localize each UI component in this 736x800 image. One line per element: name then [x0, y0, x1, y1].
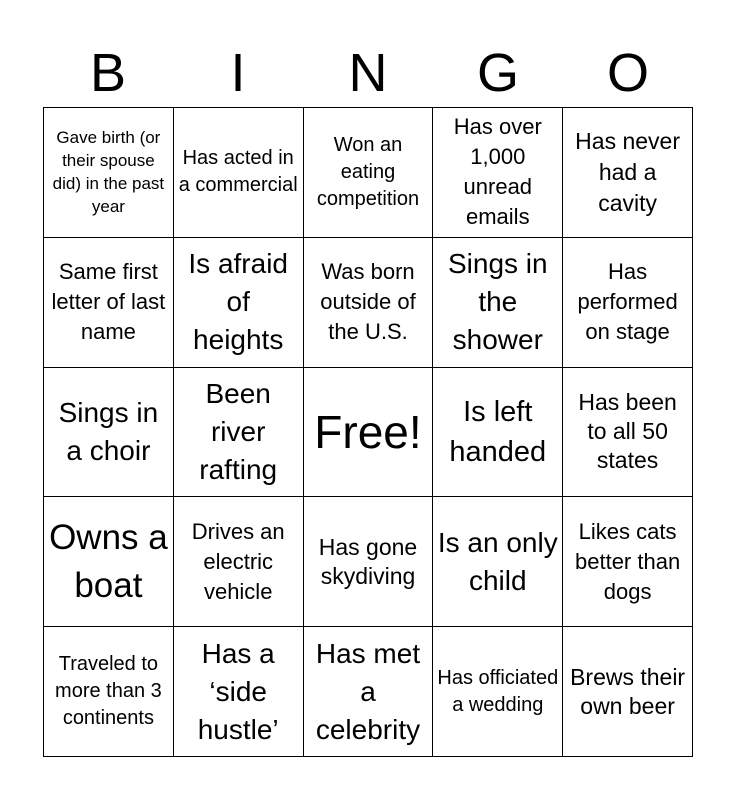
bingo-cell-text: Been river rafting — [199, 377, 278, 485]
bingo-cell-text: Sings in the shower — [447, 248, 548, 356]
bingo-cell[interactable] — [44, 238, 174, 368]
header-letter-n: N — [348, 43, 388, 103]
bingo-cell-text: Has met a celebrity — [315, 637, 421, 745]
header-letter-i: I — [230, 43, 246, 103]
header-letter-g: G — [476, 43, 519, 103]
bingo-cell-text: Has gone skydiving — [318, 533, 418, 589]
bingo-cell-text: Is afraid of heights — [188, 248, 288, 356]
bingo-cell-text: Has performed on stage — [577, 259, 678, 345]
bingo-cell-text: Drives an electric vehicle — [191, 518, 285, 604]
bingo-cell[interactable] — [174, 238, 304, 368]
bingo-cell-text: Has been to all 50 states — [578, 389, 677, 474]
bingo-cell-text: Has never had a cavity — [575, 127, 680, 216]
bingo-cell-text: Brews their own beer — [570, 663, 686, 719]
bingo-cell[interactable] — [174, 627, 304, 757]
bingo-cell[interactable] — [433, 627, 563, 757]
bingo-cell[interactable] — [433, 238, 563, 368]
bingo-cell[interactable] — [44, 497, 174, 627]
bingo-cell-text: Traveled to more than 3 continents — [55, 653, 162, 730]
bingo-cell[interactable] — [44, 108, 174, 238]
bingo-cell[interactable] — [433, 368, 563, 498]
bingo-cell-text: Is an only child — [437, 526, 558, 596]
bingo-cell-text: Has acted in a commercial — [178, 147, 298, 197]
bingo-cell-text: Owns a boat — [49, 517, 168, 605]
bingo-cell-text: Gave birth (or their spouse did) in the past year — [52, 128, 165, 217]
bingo-cell[interactable] — [304, 627, 434, 757]
bingo-cell[interactable] — [433, 108, 563, 238]
bingo-cell[interactable] — [563, 627, 693, 757]
bingo-cell[interactable] — [174, 108, 304, 238]
header-letter-b: B — [89, 43, 127, 103]
bingo-header — [43, 40, 693, 106]
bingo-cell-text: Has a ‘side hustle’ — [197, 637, 279, 745]
header-letter-o: O — [606, 43, 649, 103]
bingo-cell[interactable] — [563, 238, 693, 368]
bingo-cell[interactable] — [44, 368, 174, 498]
free-space-text: Free! — [314, 405, 422, 458]
bingo-cell[interactable] — [433, 497, 563, 627]
bingo-cell[interactable] — [304, 108, 434, 238]
bingo-cell-text: Is left handed — [449, 395, 547, 468]
bingo-cell-text: Has officiated a wedding — [437, 666, 559, 716]
bingo-board — [43, 107, 693, 757]
bingo-cell[interactable] — [174, 497, 304, 627]
bingo-cell-text: Same first letter of last name — [51, 259, 166, 345]
bingo-cell-text: Likes cats better than dogs — [575, 518, 681, 604]
bingo-cell[interactable] — [304, 238, 434, 368]
bingo-cell-text: Was born outside of the U.S. — [320, 259, 416, 345]
bingo-cell-text: Won an eating competition — [316, 133, 420, 210]
bingo-cell-text: Sings in a choir — [58, 396, 159, 466]
bingo-cell-text: Has over 1,000 unread emails — [453, 114, 542, 230]
bingo-cell[interactable] — [174, 368, 304, 498]
bingo-cell[interactable] — [304, 497, 434, 627]
bingo-cell[interactable] — [44, 627, 174, 757]
bingo-cell[interactable] — [563, 108, 693, 238]
bingo-cell[interactable] — [563, 368, 693, 498]
free-space-cell[interactable] — [304, 368, 434, 498]
bingo-cell[interactable] — [563, 497, 693, 627]
